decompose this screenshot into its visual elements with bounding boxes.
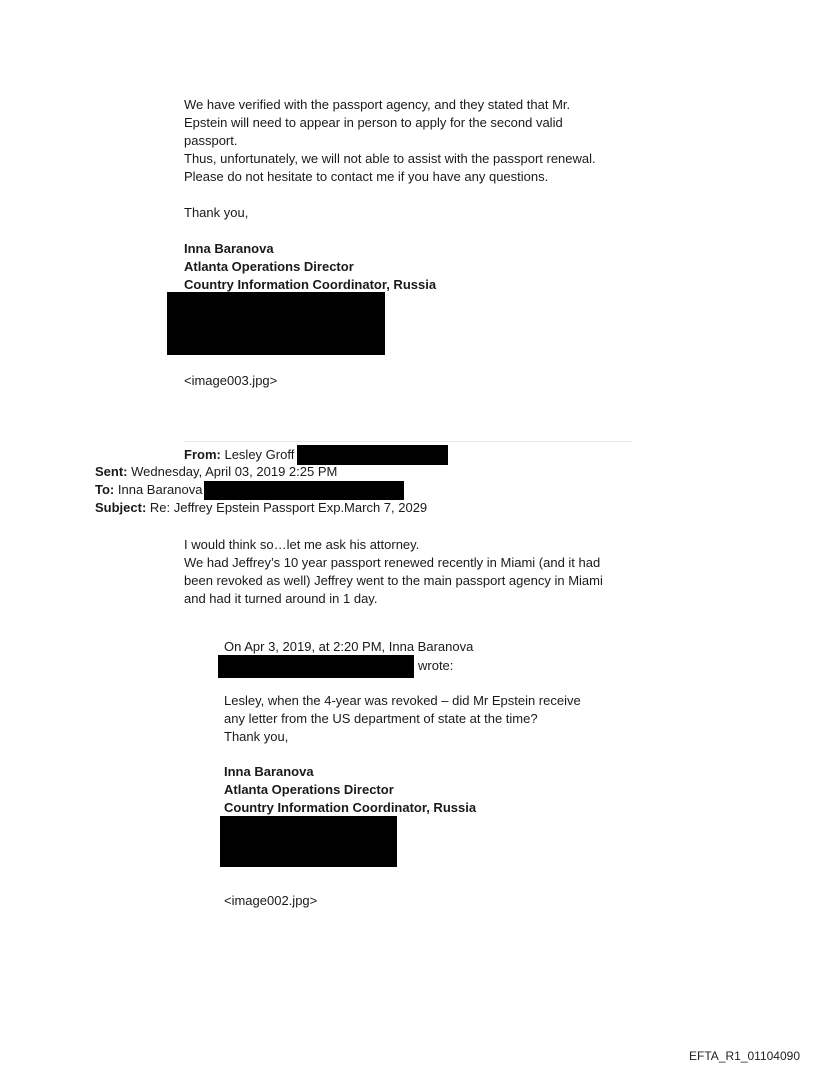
- signature-name: Inna Baranova: [184, 241, 274, 256]
- sent-value: Wednesday, April 03, 2019 2:25 PM: [131, 464, 338, 479]
- signature-title: Country Information Coordinator, Russia: [184, 277, 437, 292]
- attachment-link[interactable]: <image003.jpg>: [184, 373, 278, 388]
- body-line: I would think so…let me ask his attorney.: [184, 537, 420, 552]
- from-value: Lesley Groff: [224, 447, 295, 462]
- body-line: been revoked as well) Jeffrey went to the main passport agency in Miami: [184, 573, 603, 588]
- to-label: To:: [95, 482, 115, 497]
- redaction-block: [220, 816, 397, 867]
- redaction-block: [218, 655, 414, 678]
- attachment-link[interactable]: <image002.jpg>: [224, 893, 318, 908]
- sent-field: [95, 463, 337, 481]
- signature-title: Country Information Coordinator, Russia: [224, 800, 477, 815]
- quote-intro: On Apr 3, 2019, at 2:20 PM, Inna Baranova: [224, 639, 474, 654]
- separator-rule: [184, 441, 632, 442]
- redaction-block: [204, 481, 404, 500]
- closing-text: Thank you,: [184, 205, 249, 220]
- body-line: Epstein will need to appear in person to apply for the second valid: [184, 115, 563, 130]
- body-line: passport.: [184, 133, 238, 148]
- body-line: Please do not hesitate to contact me if you have any questions.: [184, 169, 549, 184]
- subject-value: Re: Jeffrey Epstein Passport Exp.March 7, 2029: [149, 500, 428, 515]
- to-field: [95, 481, 202, 499]
- document-id: EFTA_R1_01104090: [689, 1049, 800, 1063]
- subject-field: [95, 499, 427, 517]
- from-label: From:: [184, 447, 221, 462]
- signature-title: Atlanta Operations Director: [184, 259, 354, 274]
- quote-line: any letter from the US department of state at the time?: [224, 711, 538, 726]
- redaction-block: [167, 292, 385, 355]
- to-value: Inna Baranova: [117, 482, 203, 497]
- sent-label: Sent:: [95, 464, 128, 479]
- quote-line: Thank you,: [224, 729, 289, 744]
- subject-label: Subject:: [95, 500, 147, 515]
- body-line: and had it turned around in 1 day.: [184, 591, 378, 606]
- from-field: [184, 446, 294, 464]
- signature-title: Atlanta Operations Director: [224, 782, 394, 797]
- body-line: We have verified with the passport agency, and they stated that Mr.: [184, 97, 571, 112]
- body-line: Thus, unfortunately, we will not able to assist with the passport renewal.: [184, 151, 596, 166]
- quote-line: Lesley, when the 4-year was revoked – did Mr Epstein receive: [224, 693, 581, 708]
- body-line: We had Jeffrey’s 10 year passport renewed recently in Miami (and it had: [184, 555, 601, 570]
- signature-name: Inna Baranova: [224, 764, 314, 779]
- quote-wrote: wrote:: [418, 658, 454, 673]
- redaction-block: [297, 445, 448, 465]
